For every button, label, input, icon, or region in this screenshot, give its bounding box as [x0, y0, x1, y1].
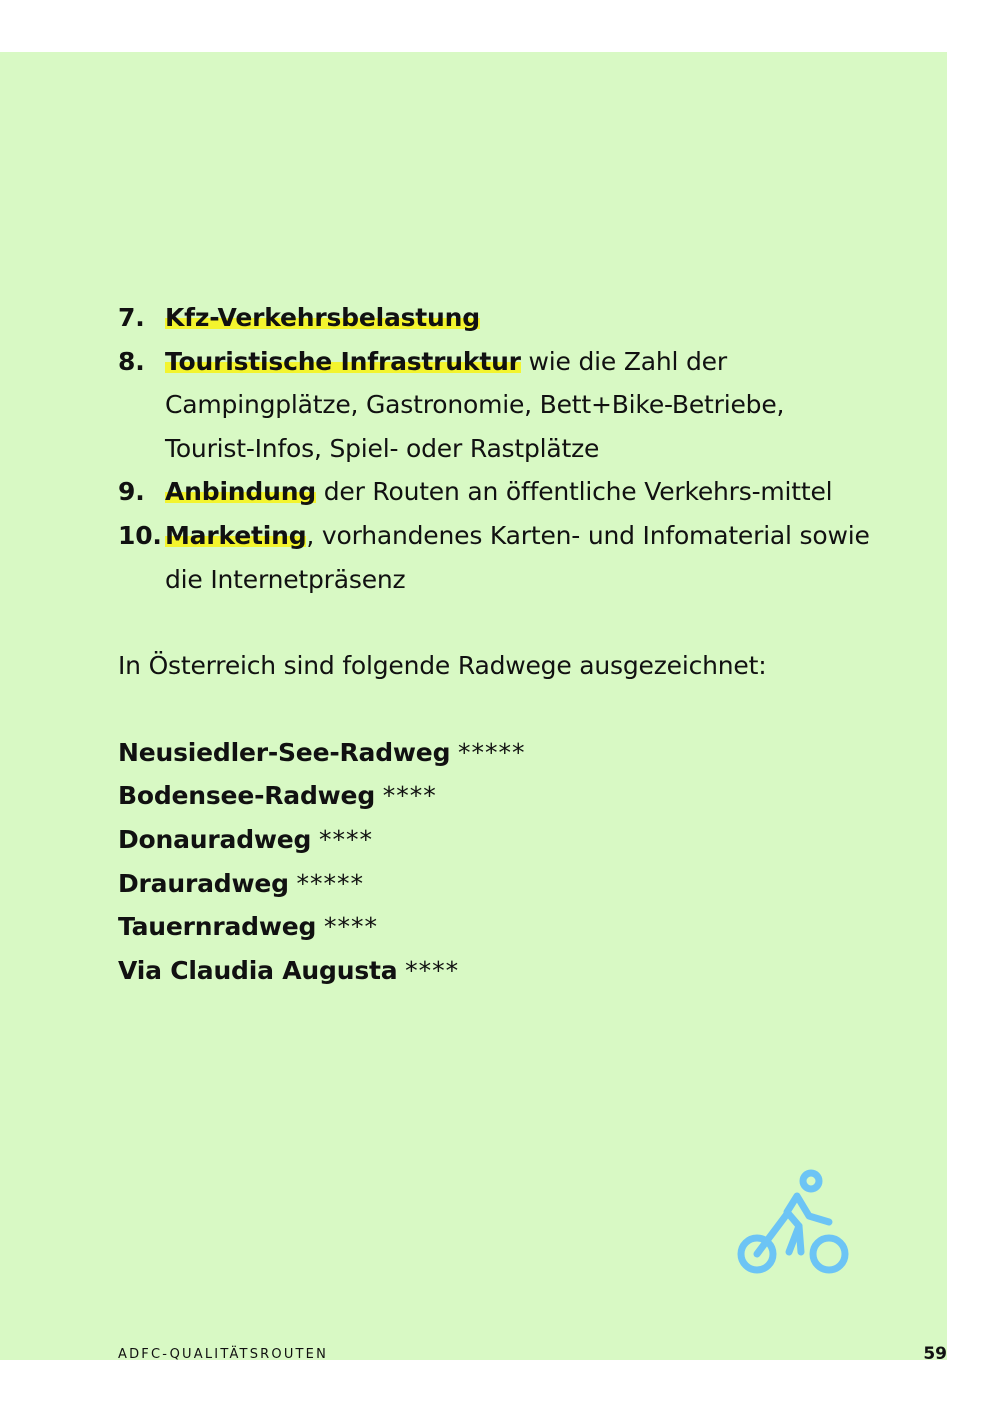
list-number: 9.: [118, 477, 145, 507]
route-name: Donauradweg: [118, 824, 312, 854]
list-number: 8.: [118, 346, 145, 376]
route-stars: ****: [382, 781, 437, 811]
highlight-term: Touristische Infrastruktur: [165, 346, 521, 376]
route-stars: *****: [296, 868, 365, 898]
route-item: [118, 818, 878, 862]
route-stars: ****: [319, 824, 373, 854]
route-list: [118, 731, 878, 993]
highlight-term: Anbindung: [165, 477, 316, 507]
list-text: der Routen an öffentliche Verkehrs-mittel: [316, 477, 833, 507]
route-item: [118, 731, 878, 775]
route-item: [118, 949, 878, 993]
route-name: Via Claudia Augusta: [118, 955, 398, 985]
footer-label: ADFC-QUALITÄTSROUTEN: [118, 1347, 329, 1362]
route-item: [118, 905, 878, 949]
cyclist-icon: [735, 1168, 853, 1280]
list-item: [118, 340, 878, 471]
list-item: [118, 296, 878, 340]
page-number: 59: [923, 1344, 947, 1364]
list-text: wie die Zahl der Campingplätze, Gastronomie, Bett+Bike-Betriebe, Tourist-Infos, Spiel- oder Rastplätze: [165, 346, 785, 463]
list-number: 10.: [118, 520, 162, 550]
route-item: [118, 774, 878, 818]
list-number: 7.: [118, 303, 145, 332]
route-stars: ****: [323, 912, 378, 942]
route-stars: ****: [405, 955, 460, 985]
list-item: [118, 470, 878, 514]
route-name: Drauradweg: [118, 868, 289, 898]
highlight-term: Kfz-Verkehrsbelastung: [165, 303, 480, 332]
intro-text: In Österreich sind folgende Radwege ausgezeichnet:: [118, 651, 767, 681]
route-item: [118, 862, 878, 906]
page-content: [118, 296, 878, 992]
route-name: Bodensee-Radweg: [118, 781, 376, 811]
route-name: Neusiedler-See-Radweg: [118, 737, 451, 767]
route-name: Tauernradweg: [118, 912, 317, 942]
criteria-list: [118, 296, 878, 601]
highlight-term: Marketing: [165, 520, 307, 550]
route-stars: *****: [458, 737, 526, 767]
list-item: [118, 514, 878, 601]
list-text: , vorhandenes Karten- und Infomaterial sowie die Internetpräsenz: [165, 520, 870, 594]
